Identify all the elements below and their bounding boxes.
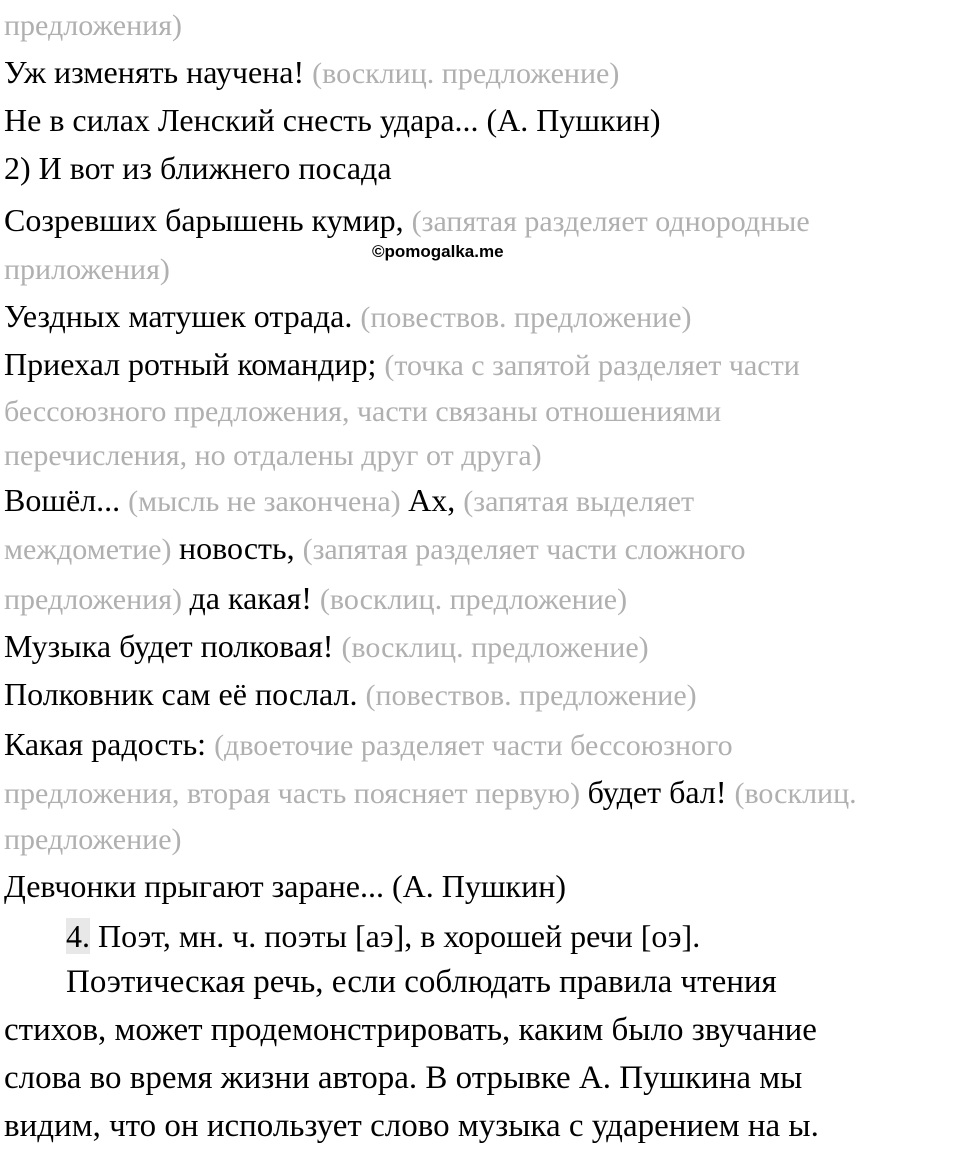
annotation-note: (восклиц. xyxy=(734,777,857,810)
annotation-note: (запятая разделяет однородные xyxy=(411,205,810,238)
text-line xyxy=(4,390,721,430)
watermark: ©pomogalka.me xyxy=(372,242,504,261)
task-4-line xyxy=(66,916,700,956)
annotation-note: (точка с запятой разделяет части xyxy=(384,349,800,382)
poem-text: Ах, xyxy=(408,482,464,518)
poem-text: Приехал ротный командир; xyxy=(4,346,385,382)
poem-text: Уездных матушек отрада. xyxy=(4,298,361,334)
poem-text: Созревших барышень кумир, xyxy=(4,202,412,238)
text-line xyxy=(4,434,542,474)
poem-text: Девчонки прыгают заране... (А. Пушкин) xyxy=(4,868,566,904)
poem-text: Вошёл... xyxy=(4,482,129,518)
annotation-note: (двоеточие разделяет части бессоюзного xyxy=(214,729,733,762)
text-line xyxy=(4,200,810,240)
annotation-note: (восклиц. предложение) xyxy=(341,631,649,664)
annotation-note: приложения) xyxy=(4,253,170,286)
annotation-note: (мысль не закончена) xyxy=(128,485,409,518)
task-number: 4. xyxy=(66,918,90,954)
annotation-note: (восклиц. предложение) xyxy=(319,583,628,616)
text-line xyxy=(4,4,182,44)
paragraph-line: слова во время жизни автора. В отрывке А. Пушкина мы xyxy=(4,1060,803,1096)
text-line xyxy=(4,772,857,812)
text-line xyxy=(4,100,660,140)
poem-text: Полковник сам её послал. xyxy=(4,676,366,712)
annotation-note: (восклиц. предложение) xyxy=(312,57,620,90)
paragraph-line: Поэтическая речь, если соблюдать правила чтения xyxy=(66,964,777,1000)
poem-text: Музыка будет полковая! xyxy=(4,628,342,664)
annotation-note: предложения) xyxy=(4,9,183,42)
annotation-note: перечисления, но отдалены друг от друга) xyxy=(4,439,542,472)
text-line xyxy=(4,248,170,288)
text-line xyxy=(4,528,745,568)
annotation-note: бессоюзного предложения, части связаны отношениями xyxy=(4,395,722,428)
text-line xyxy=(4,578,627,618)
text-line xyxy=(4,296,692,336)
paragraph-line: стихов, может продемонстрировать, каким было звучание xyxy=(4,1012,817,1048)
text-line xyxy=(4,818,182,858)
poem-text: будет бал! xyxy=(587,774,735,810)
annotation-note: (повествов. предложение) xyxy=(365,679,697,712)
poem-text: да какая! xyxy=(189,580,320,616)
text-line xyxy=(4,52,619,92)
poem-text: Не в силах Ленский снесть удара... (А. Пушкин) xyxy=(4,102,661,138)
text-line xyxy=(4,148,392,188)
poem-text: Какая радость: xyxy=(4,726,215,762)
annotation-note: предложения) xyxy=(4,583,190,616)
paragraph-line: видим, что он использует слово музыка с ударением на ы. xyxy=(4,1108,819,1144)
text-line xyxy=(4,480,694,520)
annotation-note: предложения, вторая часть поясняет первую) xyxy=(4,777,588,810)
annotation-note: предложение) xyxy=(4,823,182,856)
poem-text: 2) И вот из ближнего посада xyxy=(4,150,392,186)
annotation-note: междометие) xyxy=(4,533,179,566)
annotation-note: (повествов. предложение) xyxy=(360,301,692,334)
poem-text: Уж изменять научена! xyxy=(4,54,313,90)
annotation-note: (запятая разделяет части сложного xyxy=(302,533,746,566)
annotation-note: (запятая выделяет xyxy=(463,485,695,518)
text-line xyxy=(4,866,566,906)
task-4-text: Поэт, мн. ч. поэты [аэ], в хорошей речи [оэ]. xyxy=(90,918,701,954)
text-line xyxy=(4,344,800,384)
text-line xyxy=(4,626,649,666)
text-line xyxy=(4,724,733,764)
poem-text: новость, xyxy=(179,530,303,566)
text-line xyxy=(4,674,697,714)
